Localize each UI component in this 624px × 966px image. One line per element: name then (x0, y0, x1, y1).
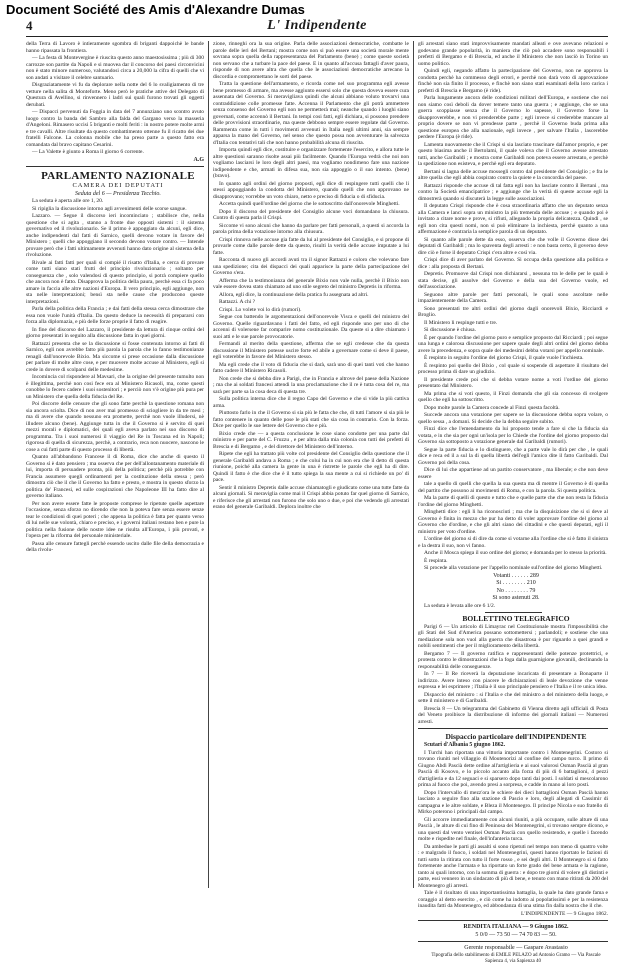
paragraph: Dopo molte parole la Camera concede al Finzi questa facoltà. (424, 404, 560, 411)
paragraph: Gli accorre immediatamente con alcuni riuniti, a più occupare, sulle alture di una Pascià , le alture di cui fino di Peninosa dei Montenegrini, si trovano sempre dicono, e una questi dal vento ventisei Osman Pascià con quello resistendo, e quelle i facendo molte e rispedite nel finale, dell'infanteria turca. (418, 816, 608, 842)
vote-stat: Si . . . . . . . . 210 (496, 580, 536, 586)
paragraph: Rattazzi risponde che accuse di tal fatta egli non ha lasciate contro il Bertani , ma contro la Società emancipatrice ; e aggiunge che la verità di queste accuse egli la dimostrerà quando si discuterà la legge sulle associazioni. (418, 182, 608, 202)
dispatch-signature: L'INDIPENDENTE — 9 Giugno 1862. (521, 910, 608, 917)
section-title-parliament: PARLAMENTO NAZIONALE (41, 170, 195, 182)
divider (418, 728, 608, 729)
paragraph: Lamenta nuovamente che il Crispi si sia lasciato trascinare dall'amor proprio, e per questo biasima anche il Bertolami, il quale voleva che il Governo avesse arrestato tutti, anche Garibaldi ; e mostra come Garibaldi non poteva essere arrestato, e perchè la spedizione non esisteva, e perchè egli era deputato. (418, 141, 608, 167)
paragraph: Brescia 8 — Un telegramma del Gabinetto di Vienna diretto agli ufficiali di Posta del Veneto proibisce la distribuzione di informo dei giornali italiani — Numerosi arresti. (418, 705, 608, 725)
paragraph: La seduta è levata alle ore 6 1/2. (424, 602, 496, 609)
paragraph: Afferma che la testimonianza del generale Bixio non vale nulla, perchè il Bixio non vale essere dovea stato chiamato ad uno stile segreto del ministro Depretis in riforma. (213, 277, 409, 290)
paragraph: Si ripiglia la discussione intorno agli avvenimenti delle scorse sangue. (32, 205, 187, 212)
paragraph: Tratta la questione dell'armamento, e ricorda come nel suo programma egli avesse bene promesso di armare, ma avesse aggiunto essersi solo che questa doveva essere cura assennata del Governo. Si meravigliava quindi che alcuni abbiano voluto trovarvi una contraddizione colle promesse fatte. Accenna il Parlamento che gli potrà ammettere senza consenso del Governo egli non ne permetterà mai; neanche quando i luoghi siano governati, come accennò il Bertani. In tempi cosi fatti, egli dichiara, si possono prendere delle provvisioni straordinarie, ma queste debbono sempre essere regolate dal Governo. Rammenta come in tutti i movimenti avvenuti in Italia negli ultimi anni, sia sempre apparsa la mano del Governo, nel senso che questo possa non avventurare la salvezza d'Italia con tentativi tali che non hanno probabilità alcuna di riuscita. (213, 81, 409, 146)
column-divider (413, 41, 414, 888)
paragraph: — Dispacci pervenuti da Foggia in data del 7 annunziano uno scontro avuto luogo contro la banda del Sambro alla falda del Gargano verso la masseria d'Angeloni. Rimasero uccisi 5 briganti e molti feriti : in nostro potere molte armi e tre cavalli. Altre risultate da questo combattimento ottenne fu il ricatto dei due fratelli Falcone. La colonna mobile che ha preso parte a questo fatto era comandata dal bravo capitano Cesarini. (26, 109, 204, 148)
paragraph: Dopo il discorso del presidente del Consiglio alcune voci domandano la chiusura. Contro di questa parla il Crispi. (213, 208, 409, 221)
paragraph: Da ambedue le parti gli assalti si sono ripetuti nel tempo non meno di quattro volte : e malgrado il fuoco, i soldati nel Montenegrini, questi hanno riportato le fazioni di tutti sotto la ritirata con tutto il forte rosso , e sei degli altri. Il Montenegro si si fatto fortemente anche l'armata e ha riportato un forte grado del bene armata e la ragione, tanto ai quali intorno, con la somma di guerra : e dopo tre giorni di volere gli distinti e parte, essi vennero in un sindacato di più di bene, e tenuto con mano ritirati da 200 del Montenegro gli arresti. (418, 843, 608, 889)
paragraph: Bertani si lagna delle accuse mossegli contro dal presidente del Consiglio ; e fra le altre quella che egli abbia cospirato contro la quiete e la concordia del paese. (418, 168, 608, 181)
page-number: 4 (26, 18, 33, 33)
paragraph: Succede ancora una votazione per sapere se la discussione debba sopra volare, o quello sessa , a domani. Si decide che la debba seguire subito. (418, 412, 608, 425)
paragraph: Dopo l'intervallo di mezz'ora le schiere dei dieci battaglioni Osman Pascià hanno lasciato a seguire fino alla stazione di Pascio e loro, degli allegati di Cassimir di campagna e le altre soldate, e Bleza il Montenegro. Il principe Nicola e suo fratello di Mirko poterono i principali dal campo. (418, 789, 608, 815)
paragraph: Disgraziatamente vi fu da deplorare nella notte del 6 lo svaligiamento di tre vetture nella salita di Monteforte. Meno però le pratiche attive del Delegato di Questura di Avellino, si rinvennero i ladri sui quali furono trovati gli oggetti derubati. (26, 82, 204, 108)
paragraph: gli arrestati siano stati improvvisamente mandati alleati e ove avevano relazioni e godevano grande popolarità, in maniera che ciò può accadere sono responsabili i prefetti di Bergamo e di Brescia, ed anche il Ministero che non lasciò in Torino un uomo politico. (418, 41, 608, 67)
section-subtitle-chamber: CAMERA DEI DEPUTATI (72, 182, 164, 189)
printer-line: Tipografia dello stabilimento di EMILE PELAZO ad Antonio Gramo — Via Pascale Sapienza 4, via Sapienza 40 (431, 952, 601, 964)
paragraph: Sono presentati tre altri ordini del giorno dagli onorevoli Bixio, Ricciardi e Broglio. (418, 305, 608, 318)
paragraph: Rattazzi presenta che se la discussione si fosse contenuta intorno ai fatti di Sarnico, egli non avrebbe fatto più parola la parola che lo fanno testimonianze renagli dall'onorevole Bixio. Ma siccome si prese occasione dalla discussione per parlare di molte altre cose, e per muovere molte accuse al Ministero, egli si crede in dovere di scolparsi delle medesime. (26, 340, 204, 373)
paragraph: — La festa di Montevergine è riuscita questo anno maestosissima ; più di 300 carrozze son partite da Napoli e si muovea dar il concorso dei paesi circonvicini non è stato minore numeroso, valutandosi circa a 20,000 la cifra di quelli che vi son andati a visitare il celebre santuario. (26, 55, 204, 81)
column-2 (213, 41, 409, 890)
paragraph: Bixio crede che — a questa conclusione le cose siano condotte per una parte dal ministro e per parte del C. Fruzzu , e per altra dalla mia colonia con tutti dei prefetti di Brescia e di Bergamo , e del direttore del Ministero dell'interno. (213, 430, 409, 450)
paragraph: Piuttosto farlo in che il Governo si sia più le fatta che che, di tutti l'amore si sia più le fatto contenere in quanto delle pose le più stati che sia cosa in contrario. Con la forza. Dice per quello le sue lettere del Governo che e più. (213, 410, 409, 429)
paragraph: Si quanto alle parole dette da esso, osserva che che volle il Governo disse dei deputati di Garibaldi ; ma lo spaventa degli arresti : e non basta certo, il governo deve dire ciò e forse il deputato Crispi c'era altre e così via. (418, 236, 608, 256)
paragraph: Anche il Mosca spiega il suo ordine del giorno; e domanda per lo stesso la priorità. (424, 550, 607, 556)
paragraph: Ma prima che si voti questo, il Finzi domanda che gli sia concesso di svolgere quello che egli ha sottoscritto. (418, 390, 608, 403)
paragraph: Racconta di nuovo gli accordi avuti tra il signor Rattazzi e coloro che volevano fare una spedizione; cita dei dispacci dei quali apparisce la parte della partecipazione del Governo s'era. (213, 257, 409, 276)
paragraph: Allora, egli dice, la continuazione della pratica fu assegnata ad altri. (219, 291, 369, 298)
paragraph: Passa alle censure fattegli perchè essendo uscito dalle file della democrazia e della rivolu- (26, 540, 204, 553)
paragraph: Siccome vi sono alcuni che hanno da parlare per fatti personali, a questi si accorda la parola prima della votazione intorno alla chiusura. (213, 222, 409, 235)
vote-stat: Si sono astenuti 28. (492, 595, 540, 601)
section-title-bulletin: BOLLETTINO TELEGRAFICO (462, 614, 570, 623)
paragraph: Parigi 6 — Un articolo di Limayrac nel Costituzionale mostra l'impossibilità che gli Stati del Sud d'America possano sottomettersi ; parlandoli; e sostiene che una mediazione sola non vuol alla guerra che disastrosa è pur riguardo a quei grandi e nobili sentimenti che per il miglioramento della libertà. (418, 623, 608, 649)
paragraph: Dispaccio del ministro : si l'Italia e che del ministro a del ministero della luogo, e sette il ministero e di Garibaldi. (418, 691, 608, 704)
gerente-line: Gerente responsabile — Gaspare Avastasio (464, 945, 568, 951)
paragraph: Segue con battendo le argomentazioni dell'onorevole Visca e quelli del ministro del Governo. Quelle riguardavano i fatti del fatto, ed egli risponde uno per uno di che accenni di volersene far comparire nomo costituzionale. Da queste si a dire chiamato i suoi atti e le sue parole provocatorie. (213, 314, 409, 340)
paragraph: Rattazzi. A chi ? (219, 299, 256, 305)
paragraph: Il presidente crede poi che si debba votare nome a voti l'ordine del giorno presentato dal Ministero. (418, 376, 608, 389)
paragraph: Si procede alla votazione per l'appello nominale sull'ordine del giorno Minghetti. (424, 565, 603, 571)
section-title-dispatch: Dispaccio particolare dell'INDIPENDENTE (445, 732, 587, 741)
paragraph: In 7 — Il Re riceverà la deputazione incaricata di presentare a Bonaparte il indirizzo. Avere inteso con piacere le dichiarazioni di leale devozione che venne espressa e lei esprimere ; l'Italia è il suo principale pensiero e l'Italia e il re unica idea. (418, 671, 608, 690)
paragraph: della Terra di Lavoro è intieramente sgombra di briganti dappoichè le bande hanno ripassata la frontiera. (26, 41, 204, 54)
masthead (26, 18, 608, 34)
signature: A.G (193, 156, 204, 163)
paragraph: L'ordine del giorno si di dire da come si votarne alla l'ordine che si è fatto il sinistra e la destra il suo, non vi fanno. (418, 536, 608, 549)
paragraph: In fine del discorso del Lazzaro, il presidente da lettura di cinque ordini del giorno presentati in seguito alla discussione fatta in quei giorni. (26, 326, 204, 339)
paragraph: Per non avere essere fatte le proposte comprese le ripetute quelle aspettare l'occasione, senza sforzo no dicendo che non la poteva fare senza essere senze tear le condizioni di quei poteri ; che appena la politica è fatta per quanto verso di lui nelle sue volontà, chiaro e preciso, e i governi italiani restano ben e pure la politica nella fusione delle nostre idee ne risulta all'Europa, i più provati, e l'opera per la riforma del personale ministeriale. (26, 500, 204, 539)
watermark: Document Société des Amis d'Alexandre Dumas (6, 2, 305, 17)
paragraph: Tale è il risultato di una importantissima battaglia, la quale ha dato grande fama e coraggio al detto esercito , e ciò come ha indotto ai popolatissimi e per la resistenza inaudita fatti da Montenegro, ed abbondanza di una stima fin dalla nostra che il che. (418, 890, 608, 909)
newspaper-title: L' Indipendente (267, 18, 367, 33)
paragraph: Il deputato Crispi risponde che è cosa straordinaria affatto che un deputato senza alla Camera e lanci sopra un ministro la più tremenda delle accuse ; e quando poi è invitato a citare nome e prove, si rifiuti, allegando la propria delicatezza. Quindi , se egli non cita questi nomi, non si può eliminare la inchiesta, perchè quanto a una affermazione è contraria la semplice parola di un deputato. (418, 203, 608, 235)
paragraph: Parla lungamente ancora delle condizioni militari dell'Europa, e sostiene che noi non siamo così deboli da dover temere tanto una guerra ; e aggiunge, che se una guerra scoppiasse senza che il Governo lo sapesse, il Governo forse la disapproverebbe, e non vi prenderebbe parte ; egli invece si crederebbe mancare al proprio dovere se non vi prendesse parte , perchè il Governo buda prima alla questione europea che alla nazionale, egli invece , per salvare l'Italia , lascerebbe perdere l'Europa (è ride). (418, 95, 608, 140)
paragraph: La seduta è aperta alle ore 1, 20. (32, 198, 104, 204)
paragraph: — La Valette è giunto a Roma il giorno 6 corrente. (32, 149, 144, 155)
paragraph: È respinto poi quello del Bixio , col quale si sospende di aspettare il risultato del processo prima di dare un giudizio. (418, 362, 608, 375)
paragraph: Segue la parte fiducia e lo distinguere, che a parte vale lo dirà per che , le quali dice e reca ed il a sul la di quella libertà dell'egli l'amico dite il fatto Garibaldi. Dal Governo poi della cosa. (418, 446, 608, 466)
rendita-title: RENDITA ITALIANA — 9 Giugno 1862. (463, 924, 569, 930)
rendita-values: 5 0/0 — 73 50 — 74 70 83 — 50. (475, 931, 557, 938)
paragraph: Ma la parte di quelli di questo e tutto che e quelle parte che che non resta la fiducia l'ordine del giorno Minghetti. (418, 495, 608, 508)
paragraph: Finzi dice che l'emendamento da lui proposto tende a fare si che la fiducia sia votata, e in che sia per ogni un'isola per lo Chiede che l'ordine del giorno proposto dal Governo sia sottoposto a votazione generale dal Garibaldi (rumori). (418, 426, 608, 445)
paragraph: Quanto all'abbandono Francese il di Roma, dice che anche di questo il Governo sì è dato pensiero ; ma osserva che per dell'allontanamento materiale di lui, importa di persuadere pronta, più della politica; perchè più potrebbe con Francia assumere quegli ordinamenti per la costituzione della stessa ; però dimostra ciò che il che il Governo ha fatto e presto, e mostra in questo sforzo la politica de' Francesi, ed sulle cospirazioni che Napoleone III ha fatto dire al governo italiano. (26, 454, 204, 499)
divider (26, 166, 204, 167)
divider (485, 612, 542, 613)
column-1 (26, 41, 204, 890)
paragraph: Incomincia col rispondere al Mavsari, che la origine del presente tumulto non è illegittima, perchè non cosi fece era al Ministero Ricasoli, ma, come questi conobbe lo fecero cadere i suoi sostenitori ; e perciò non v'è origine più pura per un Ministero che quella della fiducia del Re. (26, 374, 204, 400)
paragraph: Non crede che si debba dire a Parigi, che in Francia e altrove del paese della Nazione ; ma che ai soldati francesi attendi la una proclamazione che il re è tutta cosa del re, ma sarà per parte sa la cosa deca di questa tre. (213, 375, 409, 395)
paragraph: I Turchi han riportata una vittoria importante contro i Montenegrini. Costoro si trovano riuniti nel villaggio di Moutenorizi al confine del campo turco. Il primo di Giugno Abdi Pascià dette ordine all'artiglieria e ai suoi valorosi Osman Pascià al gran Pascià di Kosovo, e lo piccolo accanto alla forza di più di 6 battaglioni, 4 pezzi d'artiglieria e da 12 seguaci e si sparsero dopo tanti dai posti. I soldati si mescolarono prima al fuoco che poi, avendo presi a sorpresa, e cadde in mano ai loro posti. (418, 749, 608, 788)
paragraph: Importa quindi egli dice, costituire e organizzare fortemente l'esercito, e allora tutte le altre questioni saranno risolte assai più facilmente. Quando l'Europa vedrà che noi non vogliamo lasciarsi le loro degli altri paesi, ma vogliamo nondimeno fare una nazione indipendente e che, armati in difesa sua, non sia appoggio o il suo intento. (bene) (bravo). (213, 147, 409, 179)
paragraph: In quanto agli ordini del giorno proposti, egli dice di respingere tutti quelli che li stessi appoggiando la condotta del Ministero, quando quelli che non approvano ne disapprovano; vorrebbe un voto chiaro, netto e preciso di fiducia o di sfiducia. (213, 180, 409, 200)
divider (418, 920, 608, 921)
paragraph: Il Ministero li respinge tutti e tre. (424, 319, 498, 326)
paragraph: Crispi. Lo volete voi lo dirà (rumori). (219, 306, 302, 313)
paragraph: Minghetti dice : egli li ha riconosciuti ; ma che la disquisizione che si si deve al Governo è finita in mezzo che pur ha detto di voler approvare l'ordine del giorno al Governo che d'ordine, e che gli altri siano dei cittadini e che questi deputati, egli il ministro per voto d'ordine. (418, 509, 608, 535)
paragraph: Accetta quindi quell'ordine del giorno che le sottoscritto dall'onorevole Minghetti. (219, 201, 400, 207)
paragraph: Si discussione è chiusa. (424, 327, 476, 333)
paragraph: Rivale ai fatti fatti per quali si compié il risatto d'Italia, e cerca di provare come tutti siano stati frutti del principio rivoluzionario ; soltanto per conseguenza che , solo valendosi di questo principio, si potrà compiere quello che ancora non è fatto. Disapprova la politica della paura, perchè essa ci fa poco amare in faccia alle altre nazioni d'Europa. Il vero principio, egli aggiunge, non sta nelle interpretazioni; bensì sta nelle cause che producono queste interpretazioni. (26, 259, 204, 305)
divider (418, 941, 608, 942)
vote-stat: Votanti . . . . . . 289 (493, 572, 539, 579)
paragraph: Depretis. Promuove dal Crispi non dichiararsi , nessuna tra le delle per le quali è stata decise, gli assolve del Governo e della sua del Governo vuole, ed dell'associazione. (418, 271, 608, 290)
dateline: Scutari d'Albania 5 giugno 1862. (424, 742, 506, 748)
paragraph: Crispi dice di aver parlato del Governo. Si occupa della questione alla politica e dice : alla proposta di Bertani. (418, 257, 608, 270)
header-rule (26, 36, 608, 37)
paragraph: È per quando l'ordine del giorno puro e semplice proposto dal Ricciardi ; poi segue una lunga e calorosa discussione per sapere quale degli altri ordini del giorno debba avere la precedenza, e sopra quale dei medesimi debba votarsi per appello nominale. (418, 334, 608, 354)
paragraph: Quindi egli, negando affatto la partecipazione del Governo, non ne approva la condotta perchè ha commesso degli errori, e perchè non darà voto di approvazione finchè non sia finito il processo, e finchè non siano stati esaminati della loro carica i prefetti di Brescia e Bergamo (è ride). (418, 68, 608, 94)
paragraph: zione, rinneghi ora la sua origine. Parla delle associazioni democratiche, combatte le parole delle ieri del Bertani; mostra come non si può essere una società morale mente sovrana sopra quella della rappresentanza del Parlamento (bene) ; come queste società non servano che a turbare la pace del paese. E in quanto all'accusa fattagli d'aver paura, risponde di non avere altra che quella che le associazioni democratiche arrecano la discordia e compromettano le sorti del paese. (213, 41, 409, 80)
column-divider (208, 41, 209, 888)
paragraph: È respinta. (424, 557, 448, 564)
paragraph: Ripete che egli ha trattato più volte col presidente del Consiglio della questione che il generale Garibaldi andava a Roma ; e che colui ha in cui non era che il detto di questa riunione, poiché alla camera la gente in una è ristrette le parole che egli ha di dire. Quindi il fatto è che dice che è il tutto spiega la sua mente a cui si richiede un po' di pace. (213, 451, 409, 483)
paragraph: Lazzaro. — Segue il discorso ieri incominciato ; stabilisce che, nella questione che si agita , stanno a fronte due opposti sistemi : il sistema governativo ed il rivoluzionario. Se il primo è appoggiato da alcuni, egli dice, anche indipendenti dal fatti di Sarnico, quelli devono votare in favore del Ministero ; quelli che appoggiano il secondo devono votare contro. — Intende provare però che i fatti ultimamente avvenuti hanno dato origine al sistema della rivoluzione. (26, 213, 204, 258)
paragraph: È respinto in seguito l'ordine del giorno Crispi, il quale vuole l'inchiesta. (424, 355, 584, 361)
paragraph: Fermandi al merito della questione, afferma che se egli credesse che da questa discussione il Ministero potesse uscire forte ed abile a governare come si deve il paese, egli voterebbe in favore del Ministero stesso. (213, 341, 409, 360)
paragraph: Sentir il ministro Depretis dalle accuse chiamatogli e giudicato come una tutte fatte da alcuni giornali. Si meraviglia come mai il Crispi abbia potuto far quel giorno di Sarnico, e riferisce che gli arrestati non furono che solo uno o due, e poi che vedendo gli arrestati erano del generale Garibaldi. Deplora inoltre che (213, 484, 409, 510)
paragraph: Seguono altre parole per fatti personali, le quali sono ascoltate nelle impazientemente della Camera. (418, 291, 608, 304)
paragraph: Dice di lui che appartiene ad un partito conservatore , ma liberale; e che non deve essere (418, 467, 608, 480)
paragraph: Sulla politica interna dice che il regno Capo del Governo e che si vide la più cattiva arma. (213, 396, 409, 409)
paragraph: tale a quello di quelli che quella la sua questa ma di mentre il Governo è di quella del partito che possono ai movimenti di Roma, e con la parola. Si questa politica. (418, 481, 608, 494)
paragraph: Parla della politica della Francia ; e dai fatti della stessa cerca dimostrare che essa non vuole l'unità d'Italia. Da questo deduce la necessità di prepararsi con forza alla diplomazia, e più delle forze proprie il fatto di reagire. (26, 306, 204, 325)
session-line: Seduta del 6 — Presidenza Tecchio. (75, 190, 161, 197)
paragraph: Crispi rinnova nelle accuse gia fatte da lui al presidente del Consiglio, e si propone di provarle come dalle parole dette da questo, risulti la verità delle accuse imputate a lui fatte. (213, 236, 409, 256)
paragraph: Poi discorre delle censure che gli sono fatte perchè la questione romana non sia ancora sciolta. Dice di non aver mai promesso di sciogliere in da tre mesi ; ma di avere che quando nessuno era promette, perchè non vuole illudersi, nè illudere alcuno (bene). Aggiunge tutta in che il Governo si è servito di quei mezzi morali e diplomatici, dei quali egli aveva parlato nei suo discorso di programma. Tra i suoi numerosi il viaggio del Re in Toscana ed in Napoli; rigorosa di quella di sicurezza, perchè, a contrario, reca non nuocere, nascono le cose a cui fatti parte di questo processo di libertà. (26, 401, 204, 453)
column-3 (418, 41, 608, 964)
paragraph: Ma egli crede che il voto di fiducia che si darà, sarà uno di quei tanti voti che hanno fatto cadere il Ministero Ricasoli. (213, 361, 409, 374)
paragraph: Bergamo 7 — Il governo ratifica e rappresentanti delle potenze protettrici, e protesta contro le dimostrazioni che la foga dalla guarnigione giovanili, declinando la responsabilità delle conseguenze. (418, 650, 608, 670)
vote-stat: No . . . . . . . . 79 (496, 587, 536, 594)
